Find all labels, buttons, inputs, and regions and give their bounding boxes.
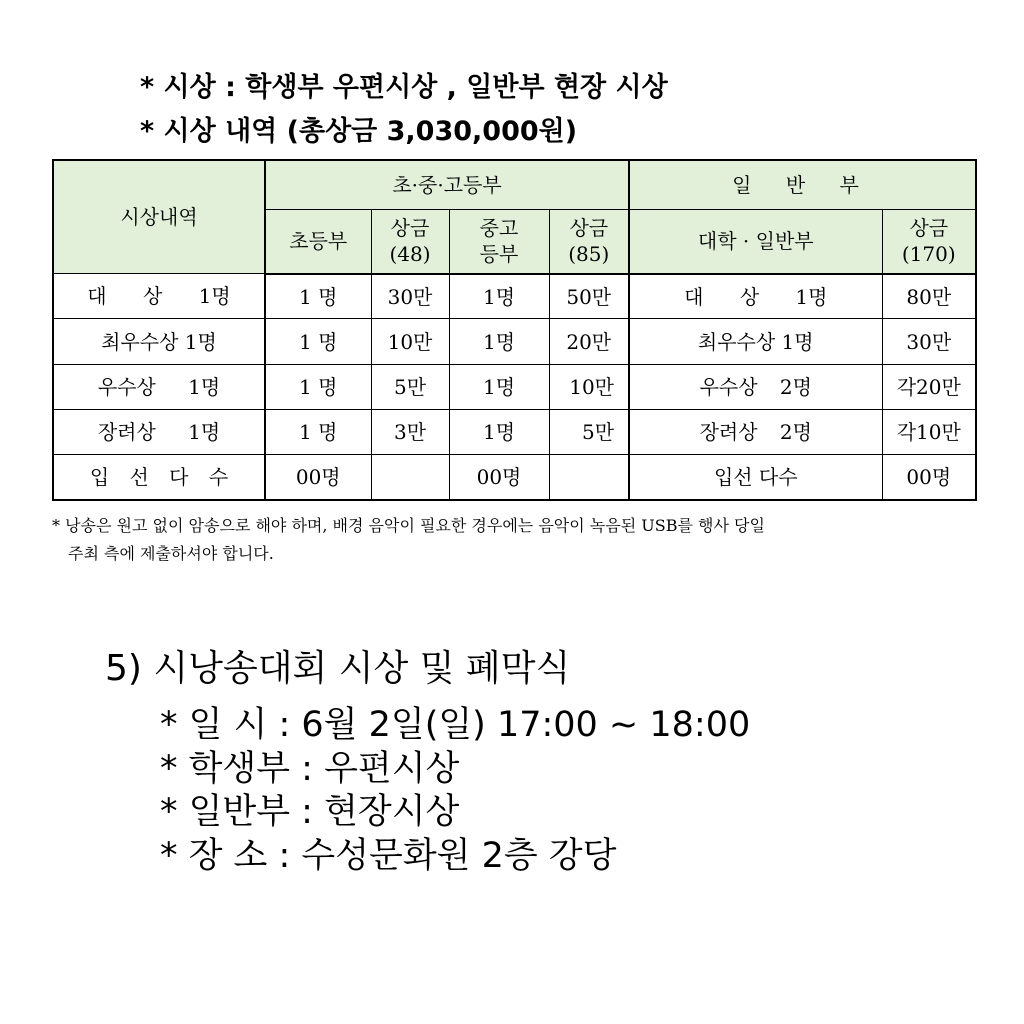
table-row (53, 364, 976, 409)
mh-prize-cell: 5만 (549, 409, 629, 454)
elem-count-cell: 1 명 (265, 319, 371, 364)
footnote-line-1: * 낭송은 원고 없이 암송으로 해야 하며, 배경 음악이 필요한 경우에는 음악이 녹음된 USB를 행사 당일 (52, 516, 765, 535)
gen-prize-cell: 30만 (882, 319, 976, 364)
gen-prize-cell: 00명 (882, 455, 976, 500)
mh-prize-cell (549, 455, 629, 500)
gen-award-cell: 우수상 2명 (629, 364, 882, 409)
elem-count-cell: 00명 (265, 455, 371, 500)
mh-count-cell: 1명 (449, 274, 549, 319)
table-row (53, 274, 976, 319)
schedule-item-student: * 학생부 : 우편시상 (160, 749, 460, 789)
mh-count-cell: 1명 (449, 319, 549, 364)
table-row (53, 455, 976, 500)
gen-prize-cell: 80만 (882, 274, 976, 319)
header-general-group: 일 반 부 (629, 160, 976, 209)
mh-prize-cell: 20만 (549, 319, 629, 364)
award-cell: 대 상 1명 (53, 274, 265, 319)
gen-prize-cell: 각10만 (882, 409, 976, 454)
elem-count-cell: 1 명 (265, 364, 371, 409)
header-award-col: 시상내역 (53, 160, 265, 274)
footnote (52, 512, 977, 568)
header-college-general: 대학 · 일반부 (629, 209, 882, 273)
award-method-line: * 시상 : 학생부 우편시상 , 일반부 현장 시상 (140, 72, 668, 103)
award-details-line: * 시상 내역 (총상금 3,030,000원) (140, 116, 578, 147)
gen-award-cell: 장려상 2명 (629, 409, 882, 454)
header-elementary: 초등부 (265, 209, 371, 273)
gen-prize-cell: 각20만 (882, 364, 976, 409)
award-table (52, 159, 977, 501)
elem-prize-cell: 30만 (371, 274, 449, 319)
section-title: 5) 시낭송대회 시상 및 폐막식 (105, 648, 571, 689)
header-prize-85: 상금 (85) (549, 209, 629, 273)
gen-award-cell: 최우수상 1명 (629, 319, 882, 364)
schedule-item-venue: * 장 소 : 수성문화원 2층 강당 (160, 836, 617, 876)
elem-prize-cell: 10만 (371, 319, 449, 364)
header-prize-170: 상금 (170) (882, 209, 976, 273)
mh-prize-cell: 10만 (549, 364, 629, 409)
award-cell: 입 선 다 수 (53, 455, 265, 500)
mh-count-cell: 1명 (449, 364, 549, 409)
elem-count-cell: 1 명 (265, 274, 371, 319)
gen-award-cell: 대 상 1명 (629, 274, 882, 319)
elem-prize-cell: 3만 (371, 409, 449, 454)
elem-prize-cell: 5만 (371, 364, 449, 409)
header-student-group: 초·중·고등부 (265, 160, 629, 209)
header-prize-48: 상금 (48) (371, 209, 449, 273)
table-row (53, 319, 976, 364)
table-row (53, 409, 976, 454)
mh-count-cell: 1명 (449, 409, 549, 454)
award-cell: 장려상 1명 (53, 409, 265, 454)
footnote-line-2: 주최 측에 제출하셔야 합니다. (68, 544, 274, 563)
schedule-item-datetime: * 일 시 : 6월 2일(일) 17:00 ~ 18:00 (160, 705, 751, 745)
schedule-item-general: * 일반부 : 현장시상 (160, 792, 460, 832)
mh-count-cell: 00명 (449, 455, 549, 500)
header-middle-high: 중고 등부 (449, 209, 549, 273)
gen-award-cell: 입선 다수 (629, 455, 882, 500)
award-cell: 우수상 1명 (53, 364, 265, 409)
elem-prize-cell (371, 455, 449, 500)
award-cell: 최우수상 1명 (53, 319, 265, 364)
elem-count-cell: 1 명 (265, 409, 371, 454)
mh-prize-cell: 50만 (549, 274, 629, 319)
